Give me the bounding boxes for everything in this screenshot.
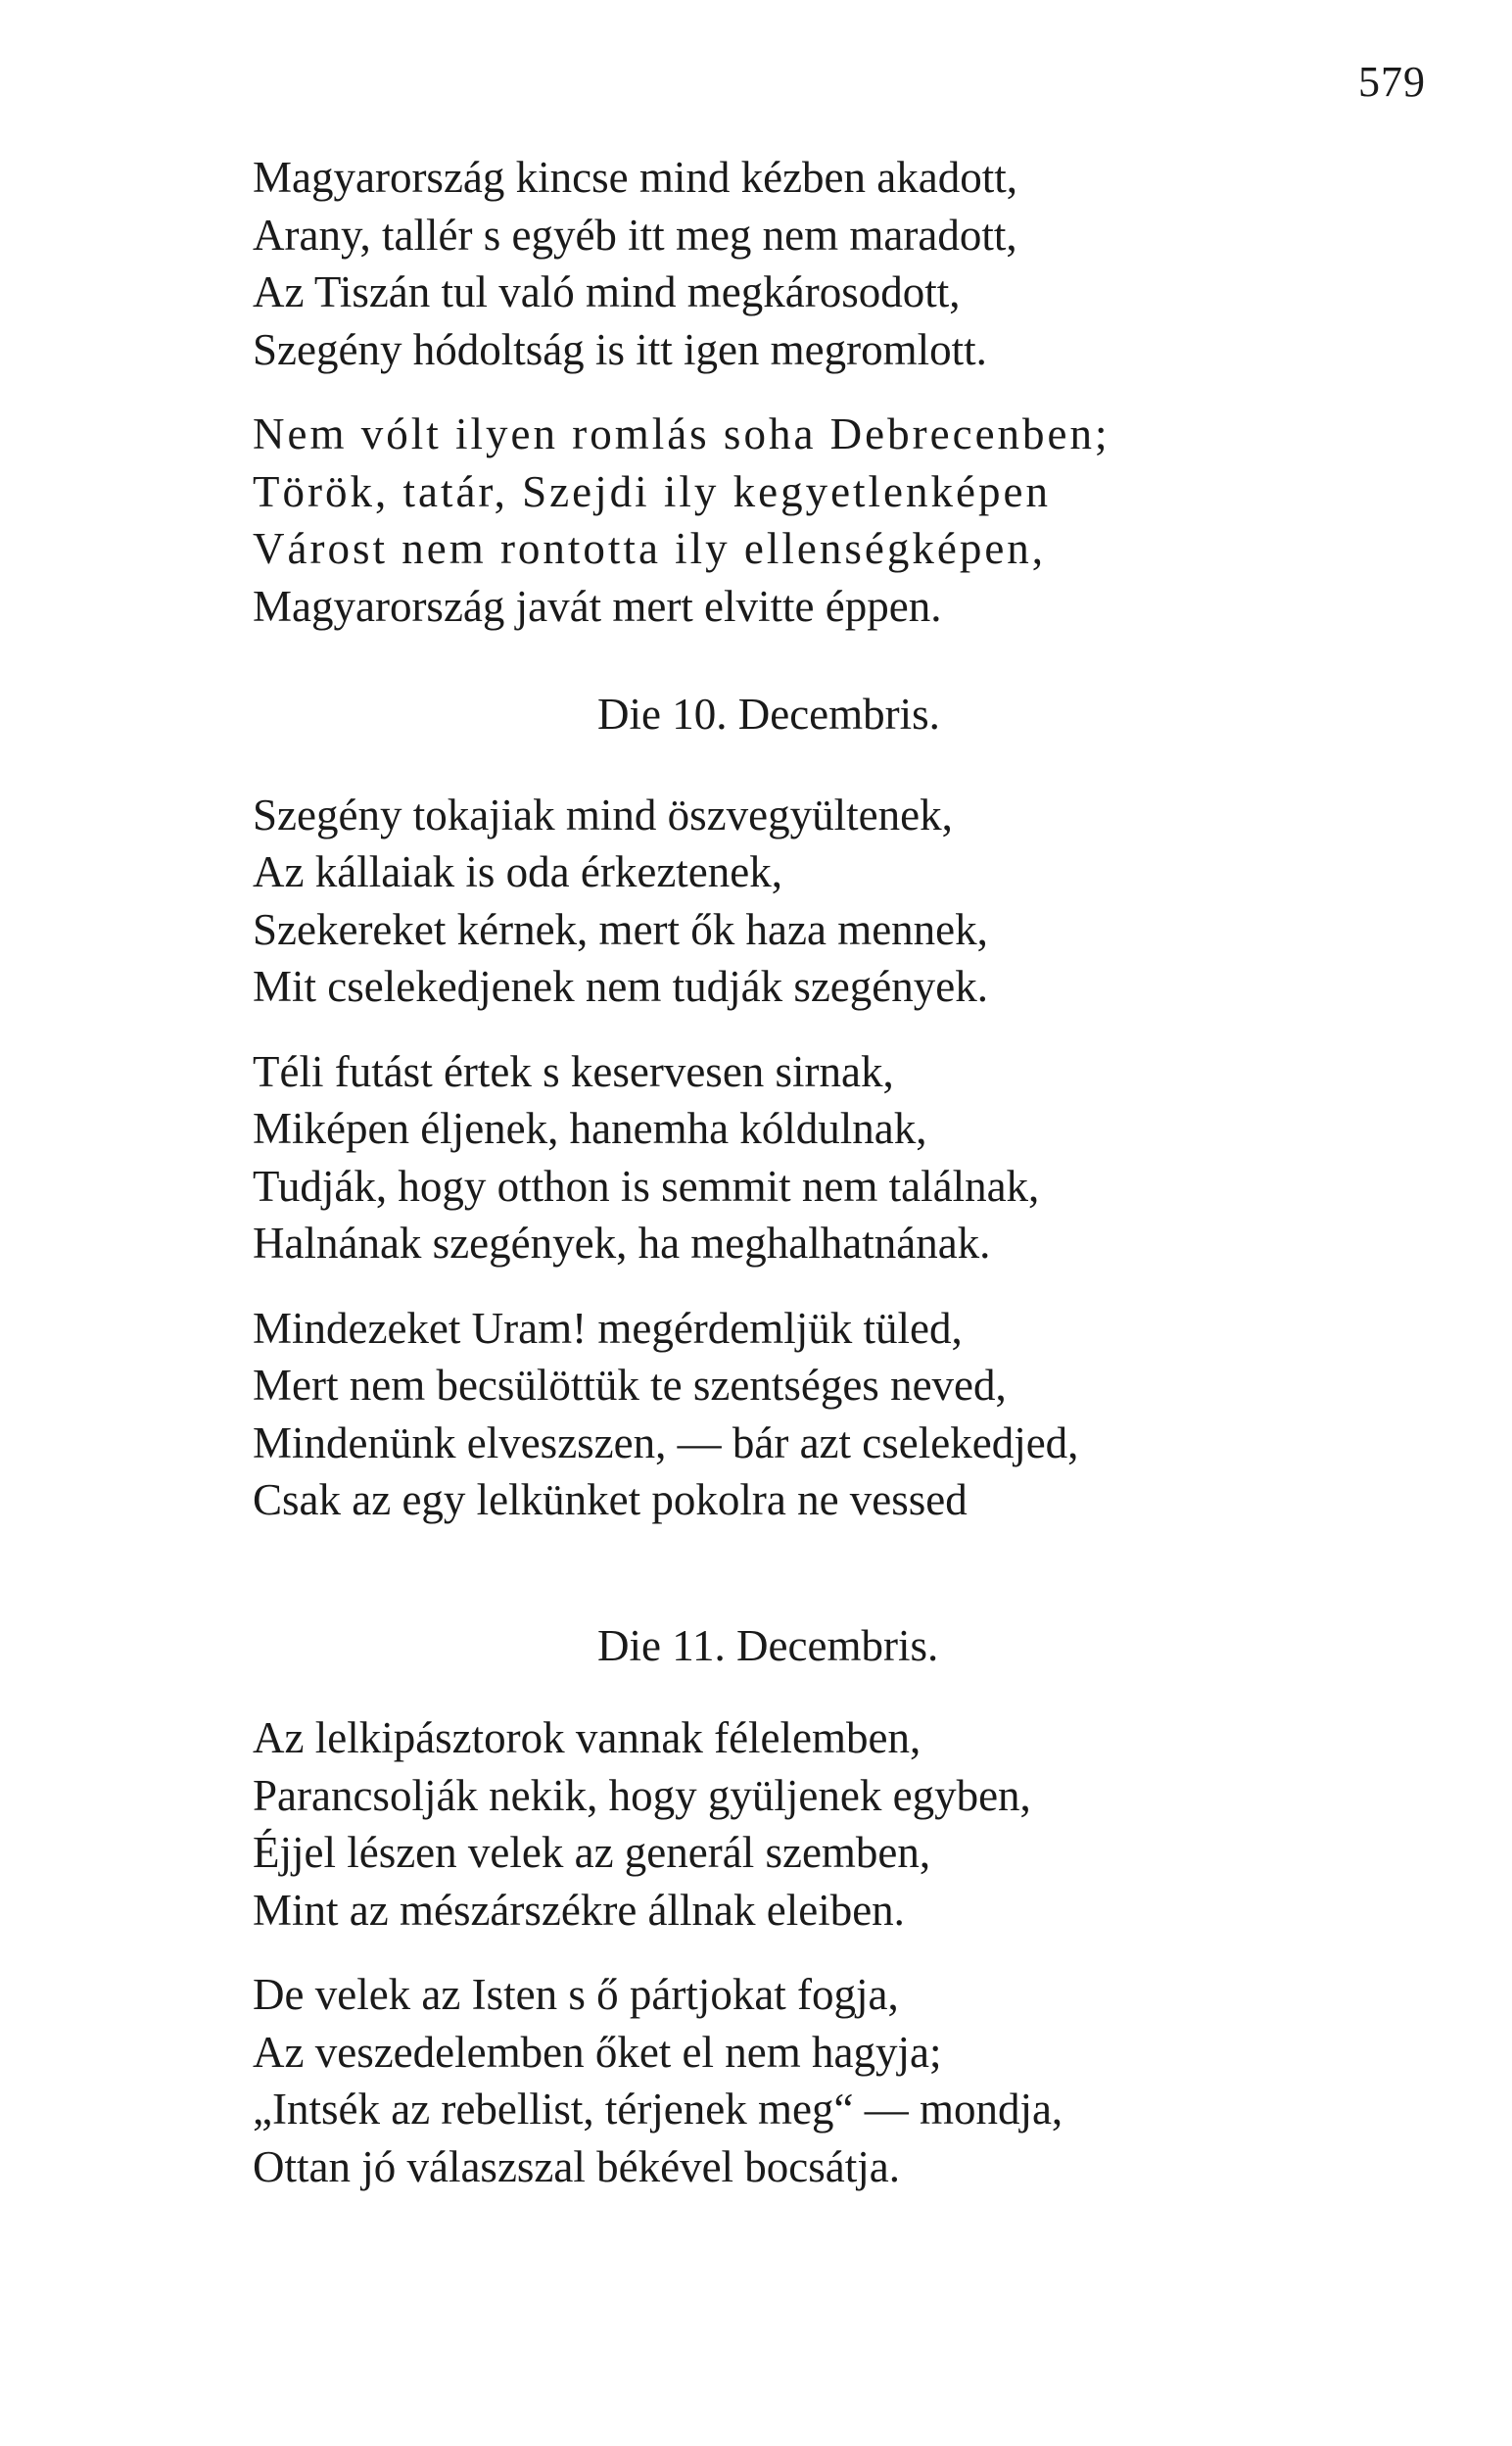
stanza-4 bbox=[253, 1043, 1428, 1272]
verse-line: „Intsék az rebellist, térjenek meg“ — mondja, bbox=[253, 2085, 1063, 2134]
poem-text bbox=[253, 149, 1428, 2195]
date-heading-2: Die 11. Decembris. bbox=[597, 1620, 939, 1670]
stanza-1 bbox=[253, 149, 1428, 378]
verse-line: Ottan jó válaszszal békével bocsátja. bbox=[253, 2141, 900, 2191]
verse-line: Az Tiszán tul való mind megkárosodott, bbox=[253, 267, 961, 316]
verse-line: Mindenünk elveszszen, — bár azt cselekedjed, bbox=[253, 1417, 1079, 1467]
verse-line: Magyarország javát mert elvitte éppen. bbox=[253, 581, 942, 631]
verse-line: Csak az egy lelkünket pokolra ne vessed bbox=[253, 1475, 968, 1524]
verse-line: Mit cselekedjenek nem tudják szegények. bbox=[253, 962, 988, 1011]
stanza-2 bbox=[253, 406, 1428, 635]
verse-line: Mert nem becsülöttük te szentséges neved, bbox=[253, 1361, 1007, 1410]
verse-line: Tudják, hogy otthon is semmit nem találnak, bbox=[253, 1161, 1040, 1211]
verse-line: Szegény hódoltság is itt igen megromlott. bbox=[253, 324, 987, 374]
verse-line: Az kállaiak is oda érkeztenek, bbox=[253, 847, 782, 896]
verse-line: Mindezeket Uram! megérdemljük tüled, bbox=[253, 1303, 963, 1353]
date-heading-1: Die 10. Decembris. bbox=[597, 690, 940, 739]
verse-line: Miképen éljenek, hanemha kóldulnak, bbox=[253, 1104, 927, 1153]
verse-line: De velek az Isten s ő pártjokat fogja, bbox=[253, 1970, 899, 2019]
verse-line: Szegény tokajiak mind öszvegyültenek, bbox=[253, 790, 953, 839]
verse-line: Nem vólt ilyen romlás soha Debrecenben; bbox=[253, 409, 1110, 458]
stanza-7 bbox=[253, 1966, 1428, 2195]
verse-line: Várost nem rontotta ily ellenségképen, bbox=[253, 524, 1047, 573]
verse-line: Parancsolják nekik, hogy gyüljenek egyben, bbox=[253, 1770, 1031, 1820]
verse-line: Éjjel lészen velek az generál szemben, bbox=[253, 1828, 931, 1877]
verse-line: Szekereket kérnek, mert ők haza mennek, bbox=[253, 904, 988, 954]
verse-line: Halnának szegények, ha meghalhatnának. bbox=[253, 1219, 991, 1268]
verse-line: Magyarország kincse mind kézben akadott, bbox=[253, 153, 1017, 202]
verse-line: Az lelkipásztorok vannak félelemben, bbox=[253, 1713, 921, 1762]
stanza-5 bbox=[253, 1300, 1428, 1529]
verse-line: Török, tatár, Szejdi ily kegyetlenképen bbox=[253, 466, 1051, 516]
page-number: 579 bbox=[1358, 58, 1426, 106]
verse-line: Arany, tallér s egyéb itt meg nem maradott, bbox=[253, 210, 1017, 260]
verse-line: Mint az mészárszékre állnak eleiben. bbox=[253, 1885, 905, 1935]
verse-line: Téli futást értek s keservesen sirnak, bbox=[253, 1046, 894, 1096]
stanza-6 bbox=[253, 1709, 1428, 1939]
stanza-3 bbox=[253, 787, 1428, 1016]
verse-line: Az veszedelemben őket el nem hagyja; bbox=[253, 2027, 942, 2077]
